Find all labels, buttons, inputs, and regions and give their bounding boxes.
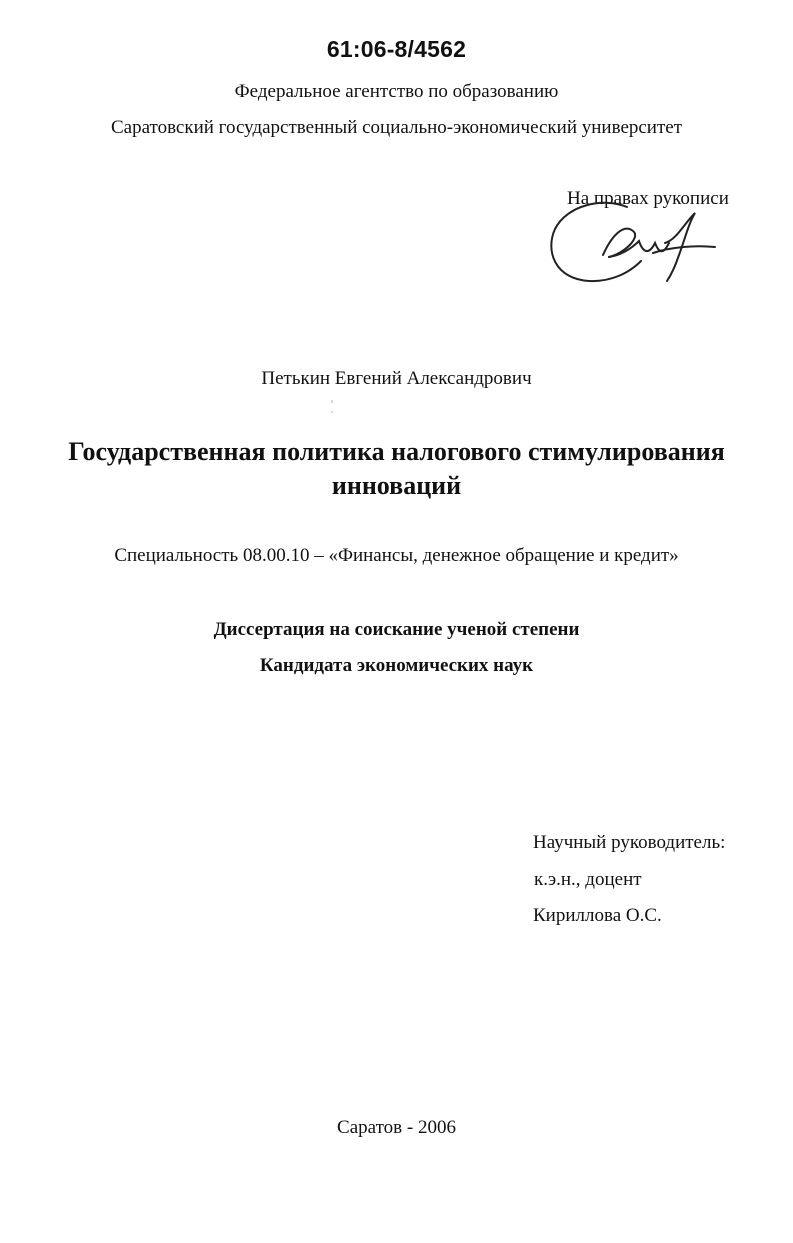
dissertation-title-line-2: инноваций bbox=[331, 471, 462, 500]
advisor-label: Научный руководитель: bbox=[533, 832, 726, 853]
advisor-name: Кириллова О.С. bbox=[533, 905, 662, 926]
author-name: Петькин Евгений Александрович bbox=[261, 368, 532, 389]
dissertation-title-line-1: Государственная политика налогового стимулирования bbox=[68, 437, 725, 466]
scan-speck bbox=[331, 411, 333, 413]
handwritten-signature bbox=[545, 195, 720, 290]
university-name: Саратовский государственный социально-экономический университет bbox=[110, 117, 683, 138]
agency-name: Федеральное агентство по образованию bbox=[234, 81, 559, 102]
scan-speck bbox=[331, 400, 333, 403]
city-year: Саратов - 2006 bbox=[337, 1117, 456, 1138]
manuscript-note: На правах рукописи bbox=[567, 188, 729, 209]
archive-code: 61:06-8/4562 bbox=[326, 36, 467, 62]
advisor-degree: к.э.н., доцент bbox=[534, 869, 642, 890]
specialty-line: Специальность 08.00.10 – «Финансы, денежное обращение и кредит» bbox=[114, 545, 679, 566]
thesis-purpose-line-1: Диссертация на соискание ученой степени bbox=[213, 619, 580, 640]
thesis-purpose-line-2: Кандидата экономических наук bbox=[259, 655, 534, 676]
